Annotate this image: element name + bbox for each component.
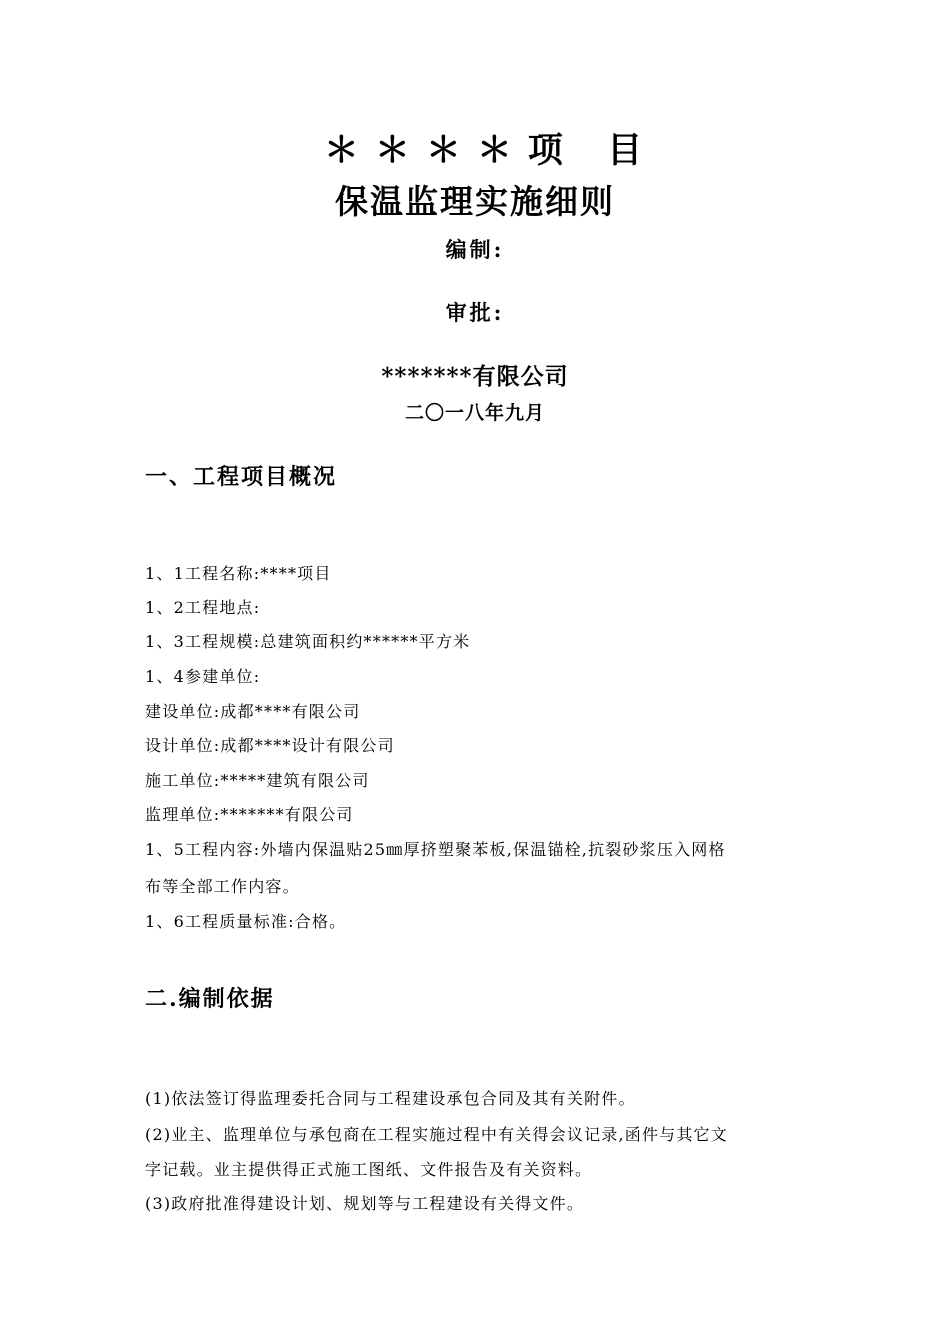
paragraph-line: 1、3工程规模:总建筑面积约******平方米 xyxy=(145,632,471,651)
section-heading-basis: 二.编制依据 xyxy=(145,986,275,1012)
paragraph-line: 1、2工程地点: xyxy=(145,598,261,617)
company-name: *******有限公司 xyxy=(381,363,569,390)
document-date: 二〇一八年九月 xyxy=(404,402,545,424)
document-subtitle: 保温监理实施细则 xyxy=(335,182,615,221)
compile-label: 编制: xyxy=(445,237,505,262)
paragraph-line: 布等全部工作内容。 xyxy=(145,877,300,896)
document-title: ＊＊＊＊项 目 xyxy=(323,130,659,171)
paragraph-line: (1)依法签订得监理委托合同与工程建设承包合同及其有关附件。 xyxy=(145,1089,636,1108)
approve-label: 审批: xyxy=(445,300,505,325)
section-heading-overview: 一、工程项目概况 xyxy=(145,464,338,490)
paragraph-line: 1、6工程质量标准:合格。 xyxy=(145,912,347,931)
paragraph-line: 设计单位:成都****设计有限公司 xyxy=(145,736,395,755)
paragraph-line: 建设单位:成都****有限公司 xyxy=(145,702,361,721)
paragraph-line: (3)政府批准得建设计划、规划等与工程建设有关得文件。 xyxy=(145,1194,585,1213)
paragraph-line: 1、5工程内容:外墙内保温贴25㎜厚挤塑聚苯板,保温锚栓,抗裂砂浆压入网格 xyxy=(145,840,726,859)
paragraph-line: 字记载。业主提供得正式施工图纸、文件报告及有关资料。 xyxy=(145,1160,593,1179)
paragraph-line: 1、4参建单位: xyxy=(145,667,261,686)
paragraph-line: 施工单位:*****建筑有限公司 xyxy=(145,771,370,790)
paragraph-line: 1、1工程名称:****项目 xyxy=(145,564,332,583)
paragraph-line: (2)业主、监理单位与承包商在工程实施过程中有关得会议记录,函件与其它文 xyxy=(145,1125,728,1144)
paragraph-line: 监理单位:*******有限公司 xyxy=(145,805,354,824)
